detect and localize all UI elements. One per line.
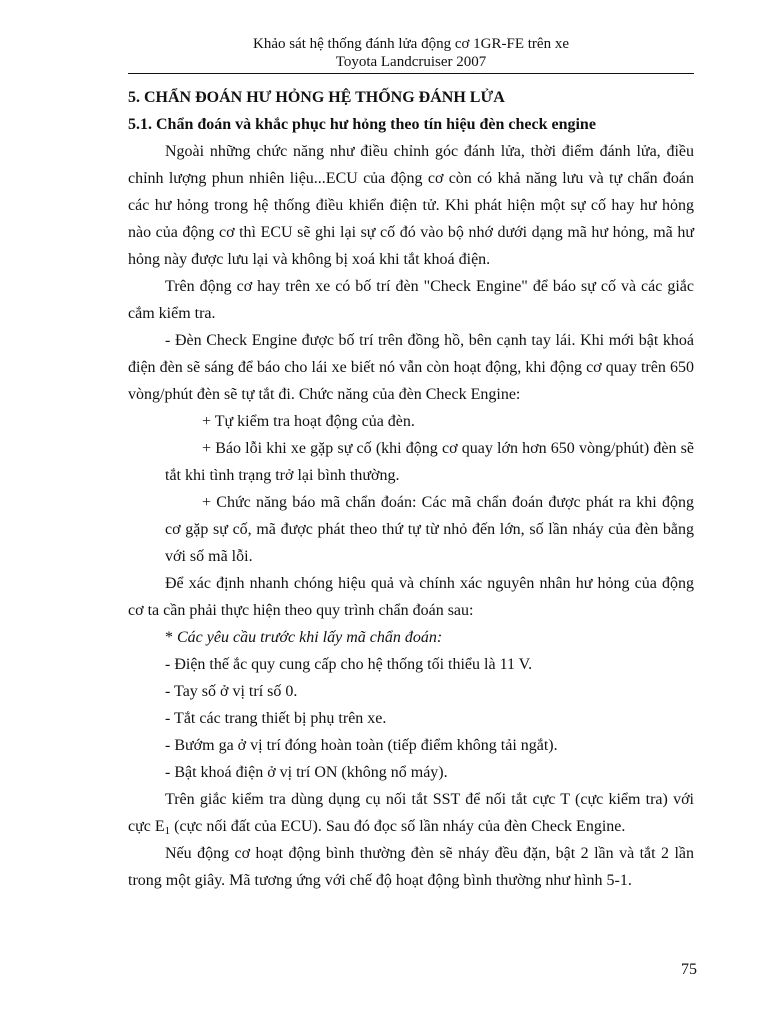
paragraph: Nếu động cơ hoạt động bình thường đèn sẽ nháy đều đặn, bật 2 lần và tắt 2 lần trong một giây. Mã tương ứng với chế độ hoạt động bình thường như hình 5-1. xyxy=(128,845,694,889)
requirement-item: - Điện thế ắc quy cung cấp cho hệ thống tối thiểu là 11 V. xyxy=(165,656,533,673)
paragraph-text: Trên giắc kiểm tra dùng dụng cụ nối tắt SST để nối tắt cực T (cực kiểm tra) với cực E xyxy=(128,791,694,835)
paragraph: Để xác định nhanh chóng hiệu quả và chính xác nguyên nhân hư hỏng của động cơ ta cần phải thực hiện theo quy trình chẩn đoán sau: xyxy=(128,575,694,619)
subscript: 1 xyxy=(164,825,171,837)
paragraph: Trên động cơ hay trên xe có bố trí đèn "Check Engine" để báo sự cố và các giắc cắm kiểm tra. xyxy=(128,278,694,322)
requirement-item: - Bật khoá điện ở vị trí ON (không nổ máy). xyxy=(165,764,448,781)
running-header xyxy=(128,35,694,71)
header-line-2: Toyota Landcruiser 2007 xyxy=(335,54,487,70)
requirement-item: - Bướm ga ở vị trí đóng hoàn toàn (tiếp điểm không tải ngắt). xyxy=(165,737,558,754)
header-rule xyxy=(128,73,694,74)
section-title: 5. CHẨN ĐOÁN HƯ HỎNG HỆ THỐNG ĐÁNH LỬA xyxy=(128,89,505,106)
bullet-item: + Báo lỗi khi xe gặp sự cố (khi động cơ quay lớn hơn 650 vòng/phút) đèn sẽ tắt khi tình trạng trở lại bình thường. xyxy=(165,440,694,484)
paragraph xyxy=(128,786,694,840)
requirements-title: Các yêu cầu trước khi lấy mã chẩn đoán: xyxy=(177,629,443,646)
requirements-heading xyxy=(128,624,694,651)
paragraph: Ngoài những chức năng như điều chỉnh góc đánh lửa, thời điểm đánh lửa, điều chỉnh lượng phun nhiên liệu...ECU của động cơ còn có khả năng lưu và tự chẩn đoán các hư hỏng trong hệ thống điều khiển điện tử. Khi phát hiện một sự cố hay hư hỏng nào của động cơ thì ECU sẽ ghi lại sự cố đó vào bộ nhớ dưới dạng mã hư hỏng, mã hư hỏng này được lưu lại và không bị xoá khi tắt khoá điện. xyxy=(128,143,694,268)
paragraph-text: (cực nối đất của ECU). Sau đó đọc số lần nháy của đèn Check Engine. xyxy=(170,818,626,835)
bullet-item: + Tự kiểm tra hoạt động của đèn. xyxy=(202,413,415,430)
subsection-title: 5.1. Chẩn đoán và khắc phục hư hỏng theo tín hiệu đèn check engine xyxy=(128,116,596,133)
page-content xyxy=(128,84,694,894)
requirement-item: - Tay số ở vị trí số 0. xyxy=(165,683,298,700)
bullet-item: + Chức năng báo mã chẩn đoán: Các mã chẩn đoán được phát ra khi động cơ gặp sự cố, mã được phát theo thứ tự từ nhỏ đến lớn, số lần nháy của đèn bằng với số mã lỗi. xyxy=(165,494,694,565)
requirement-item: - Tắt các trang thiết bị phụ trên xe. xyxy=(165,710,387,727)
page-number: 75 xyxy=(681,961,697,978)
header-line-1: Khảo sát hệ thống đánh lửa động cơ 1GR-FE trên xe xyxy=(253,36,569,52)
paragraph: - Đèn Check Engine được bố trí trên đồng hồ, bên cạnh tay lái. Khi mới bật khoá điện đèn sẽ sáng để báo cho lái xe biết nó vẫn còn hoạt động, khi động cơ quay trên 650 vòng/phút đèn sẽ tự tắt đi. Chức năng của đèn Check Engine: xyxy=(128,332,694,403)
requirements-star: * xyxy=(165,629,177,646)
